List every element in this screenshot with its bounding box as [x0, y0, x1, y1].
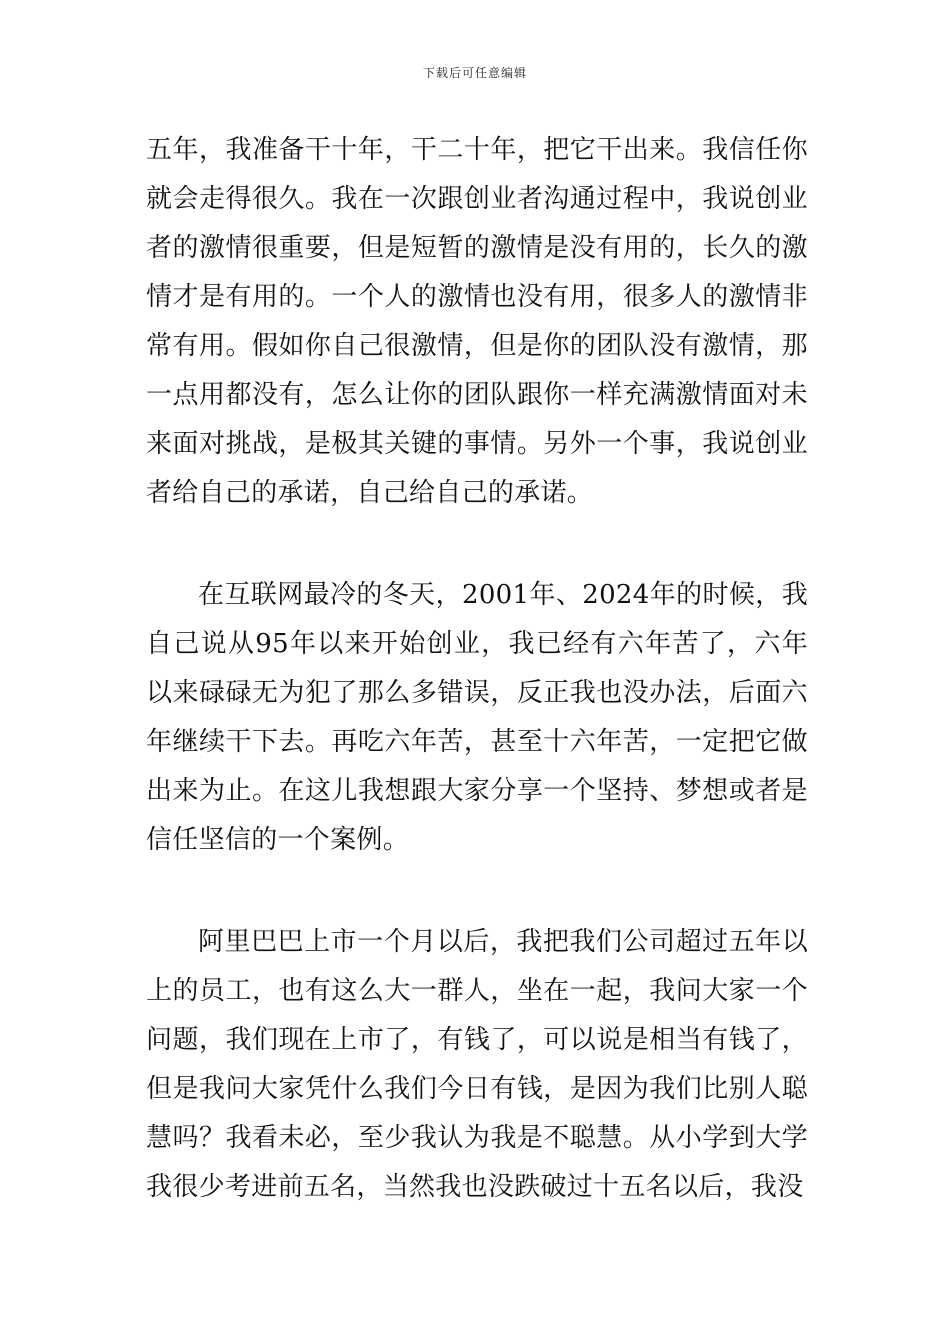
paragraph-2: 在互联网最冷的冬天，2001年、2024年的时候，我自己说从95年以来开始创业，我已经有六年苦了，六年以来碌碌无为犯了那么多错误，反正我也没办法，后面六年继续干下去。再吃六年苦，甚至十六年苦，一定把它做出来为止。在这儿我想跟大家分享一个坚持、梦想或者是信任坚信的一个案例。	[146, 580, 808, 855]
page-header: 下载后可任意编辑	[422, 66, 527, 80]
paragraph-1: 五年，我准备干十年，干二十年，把它干出来。我信任你就会走得很久。我在一次跟创业者沟通过程中，我说创业者的激情很重要，但是短暂的激情是没有用的，长久的激情才是有用的。一个人的激情也没有用，很多人的激情非常有用。假如你自己很激情，但是你的团队没有激情，那一点用都没有，怎么让你的团队跟你一样充满激情面对未来面对挑战，是极其关键的事情。另外一个事，我说创业者给自己的承诺，自己给自己的承诺。	[146, 135, 808, 508]
paragraph-3: 阿里巴巴上市一个月以后，我把我们公司超过五年以上的员工，也有这么大一群人，坐在一起，我问大家一个问题，我们现在上市了，有钱了，可以说是相当有钱了，但是我问大家凭什么我们今日有钱，是因为我们比别人聪慧吗？我看未必，至少我认为我是不聪慧。从小学到大学我很少考进前五名，当然我也没跌破过十五名以后，我没	[146, 927, 808, 1202]
document-body	[146, 126, 808, 1212]
